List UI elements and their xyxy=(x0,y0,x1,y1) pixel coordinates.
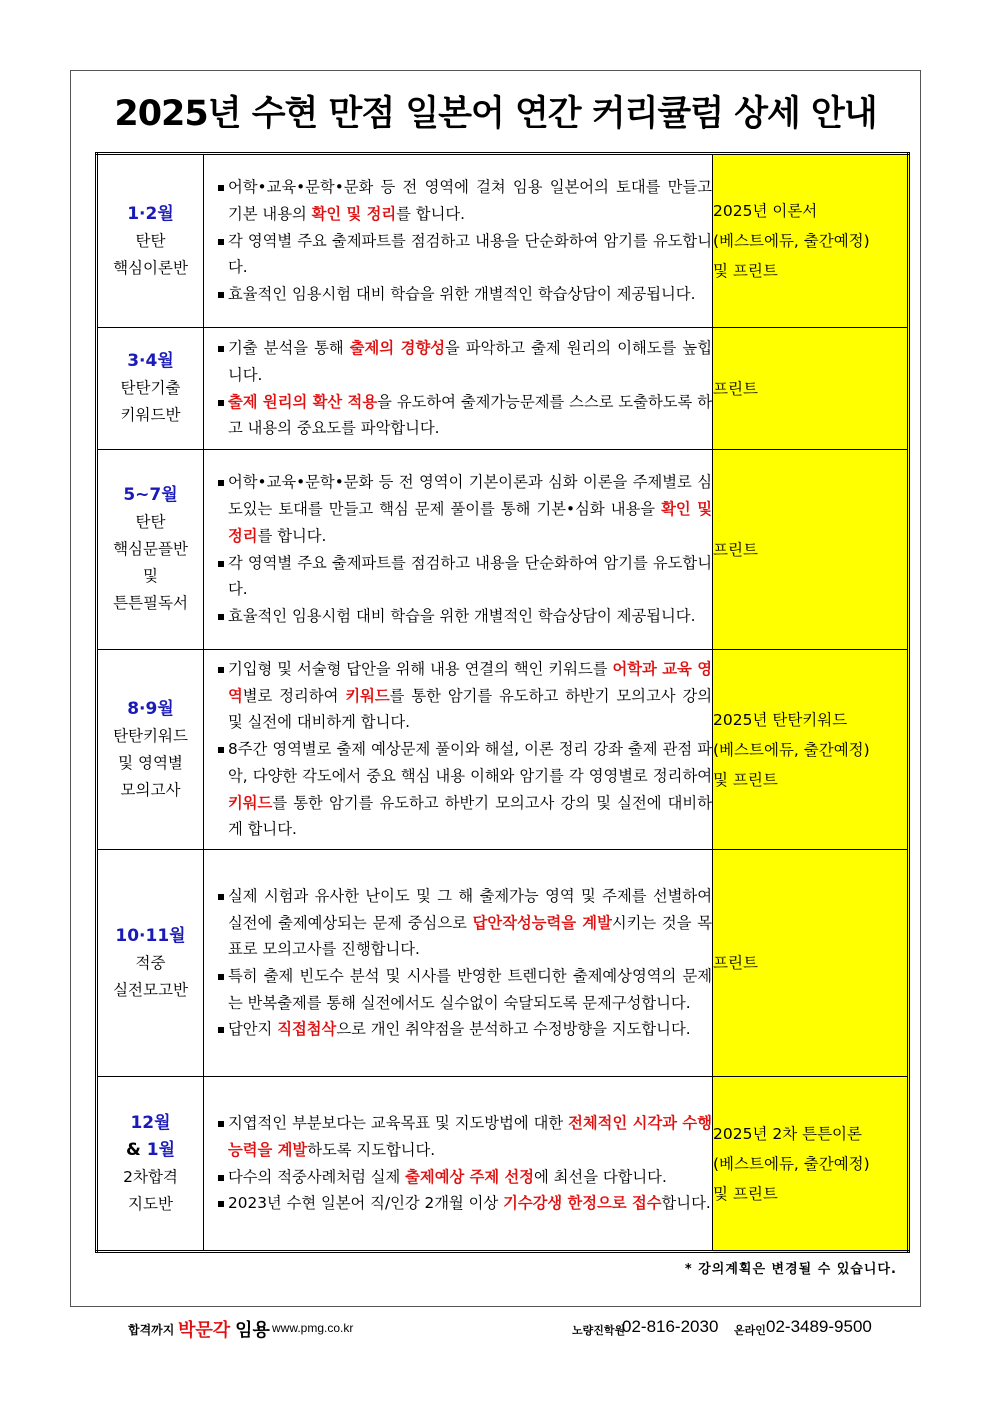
period-cell xyxy=(97,1077,204,1252)
square-bullet-icon xyxy=(218,614,224,620)
course-name: 탄탄 핵심문플반 및 튼튼필독서 xyxy=(113,513,188,612)
square-bullet-icon xyxy=(218,185,224,191)
table-row xyxy=(97,450,909,650)
material-cell: 2025년 2차 튼튼이론 (베스트에듀, 출간예정) 및 프린트 xyxy=(713,1077,909,1252)
table-row xyxy=(97,154,909,328)
period-label: 10·11월 xyxy=(115,925,186,946)
material-cell: 2025년 탄탄키워드 (베스트에듀, 출간예정) 및 프린트 xyxy=(713,650,909,850)
square-bullet-icon xyxy=(218,747,224,753)
period-label: 8·9월 xyxy=(127,698,174,719)
description-cell xyxy=(204,650,713,850)
list-item: 기입형 및 서술형 답안을 위해 내용 연결의 핵인 키워드를 어학과 교육 영역별로 정리하여 키워드를 통한 암기를 유도하고 하반기 모의고사 강의 및 실전에 대비하게 합니다. xyxy=(204,656,712,736)
course-name: 탄탄 핵심이론반 xyxy=(113,231,188,277)
period-label: 12월 xyxy=(130,1112,171,1133)
square-bullet-icon xyxy=(218,561,224,567)
list-item: 지엽적인 부분보다는 교육목표 및 지도방법에 대한 전체적인 시각과 수행능력을 계발하도록 지도합니다. xyxy=(204,1110,712,1163)
curriculum-table xyxy=(95,152,910,1253)
square-bullet-icon xyxy=(218,1201,224,1207)
period-label: 3·4월 xyxy=(127,351,174,371)
table-row xyxy=(97,650,909,850)
footer-slogan: 합격까지 xyxy=(128,1323,175,1337)
square-bullet-icon xyxy=(218,667,224,673)
period-cell xyxy=(97,650,204,850)
list-item: 각 영역별 주요 출제파트를 점검하고 내용을 단순화하여 암기를 유도합니다. xyxy=(204,228,712,281)
footer-url[interactable]: www.pmg.co.kr xyxy=(272,1321,354,1335)
schedule-change-note: * 강의계획은 변경될 수 있습니다. xyxy=(684,1262,897,1277)
list-item: 어학•교육•문학•문화 등 전 영역에 걸쳐 임용 일본어의 토대를 만들고 기본 내용의 확인 및 정리를 합니다. xyxy=(204,174,712,227)
list-item: 답안지 직접첨삭으로 개인 취약점을 분석하고 수정방향을 지도합니다. xyxy=(204,1016,712,1043)
square-bullet-icon xyxy=(218,346,224,352)
description-cell xyxy=(204,154,713,328)
period-label: 5~7월 xyxy=(123,485,178,505)
square-bullet-icon xyxy=(218,292,224,298)
square-bullet-icon xyxy=(218,480,224,486)
description-cell xyxy=(204,328,713,450)
square-bullet-icon xyxy=(218,400,224,406)
campus-phone: 02-816-2030 xyxy=(622,1317,719,1336)
list-item: 2023년 수현 일본어 직/인강 2개월 이상 기수강생 한정으로 접수합니다. xyxy=(204,1190,712,1217)
material-cell: 프린트 xyxy=(713,850,909,1077)
square-bullet-icon xyxy=(218,1121,224,1127)
list-item: 실제 시험과 유사한 난이도 및 그 해 출제가능 영역 및 주제를 선별하여 실전에 출제예상되는 문제 중심으로 답안작성능력을 계발시키는 것을 목표로 모의고사를 진행합니다. xyxy=(204,883,712,963)
course-name: 적중 실전모고반 xyxy=(113,953,188,999)
period-cell xyxy=(97,154,204,328)
table-row xyxy=(97,1077,909,1252)
square-bullet-icon xyxy=(218,974,224,980)
list-item: 효율적인 임용시험 대비 학습을 위한 개별적인 학습상담이 제공됩니다. xyxy=(204,281,712,308)
course-name: 2차합격 지도반 xyxy=(123,1167,178,1213)
brand-logo: 박문각 임용 xyxy=(178,1320,270,1340)
square-bullet-icon xyxy=(218,1027,224,1033)
list-item: 기출 분석을 통해 출제의 경향성을 파악하고 출제 원리의 이해도를 높힙니다. xyxy=(204,335,712,388)
description-list xyxy=(204,883,712,1043)
table-row xyxy=(97,328,909,450)
material-cell: 프린트 xyxy=(713,450,909,650)
period-cell xyxy=(97,850,204,1077)
footer xyxy=(0,1316,992,1342)
online-phone: 02-3489-9500 xyxy=(766,1317,872,1336)
page-title: 2025년 수현 만점 일본어 연간 커리큘럼 상세 안내 xyxy=(114,94,877,134)
list-item: 각 영역별 주요 출제파트를 점검하고 내용을 단순화하여 암기를 유도합니다. xyxy=(204,550,712,603)
description-list xyxy=(204,174,712,308)
online-label: 온라인 xyxy=(734,1325,766,1337)
description-list xyxy=(204,1110,712,1217)
campus-label: 노량진학원 xyxy=(572,1325,626,1337)
description-list xyxy=(204,335,712,442)
period-cell xyxy=(97,328,204,450)
list-item: 특히 출제 빈도수 분석 및 시사를 반영한 트렌디한 출제예상영역의 문제는 반복출제를 통해 실전에서도 실수없이 숙달되도록 문제구성합니다. xyxy=(204,963,712,1016)
period-label-continued: & 1월 xyxy=(125,1139,175,1160)
list-item: 출제 원리의 확산 적용을 유도하여 출제가능문제를 스스로 도출하도록 하고 내용의 중요도를 파악합니다. xyxy=(204,389,712,442)
square-bullet-icon xyxy=(218,1175,224,1181)
course-name: 탄탄기출 키워드반 xyxy=(120,379,181,424)
table-row xyxy=(97,850,909,1077)
description-cell xyxy=(204,1077,713,1252)
material-cell: 2025년 이론서 (베스트에듀, 출간예정) 및 프린트 xyxy=(713,154,909,328)
square-bullet-icon xyxy=(218,894,224,900)
period-cell xyxy=(97,450,204,650)
list-item: 8주간 영역별로 출제 예상문제 풀이와 해설, 이론 정리 강좌 출제 관점 파악, 다양한 각도에서 중요 핵심 내용 이해와 암기를 각 영영별로 정리하여 키워드를 통한 암기를 유도하고 하반기 모의고사 강의 및 실전에 대비하게 합니다. xyxy=(204,736,712,843)
list-item: 다수의 적중사례처럼 실제 출제예상 주제 선정에 최선을 다합니다. xyxy=(204,1164,712,1191)
list-item: 어학•교육•문학•문화 등 전 영역이 기본이론과 심화 이론을 주제별로 심도있는 토대를 만들고 핵심 문제 풀이를 통해 기본•심화 내용을 확인 및 정리를 합니다. xyxy=(204,469,712,549)
description-list xyxy=(204,469,712,629)
material-cell: 프린트 xyxy=(713,328,909,450)
description-list xyxy=(204,656,712,843)
list-item: 효율적인 임용시험 대비 학습을 위한 개별적인 학습상담이 제공됩니다. xyxy=(204,603,712,630)
square-bullet-icon xyxy=(218,239,224,245)
course-name: 탄탄키워드 및 영역별 모의고사 xyxy=(113,726,188,799)
description-cell xyxy=(204,850,713,1077)
description-cell xyxy=(204,450,713,650)
period-label: 1·2월 xyxy=(127,203,174,224)
